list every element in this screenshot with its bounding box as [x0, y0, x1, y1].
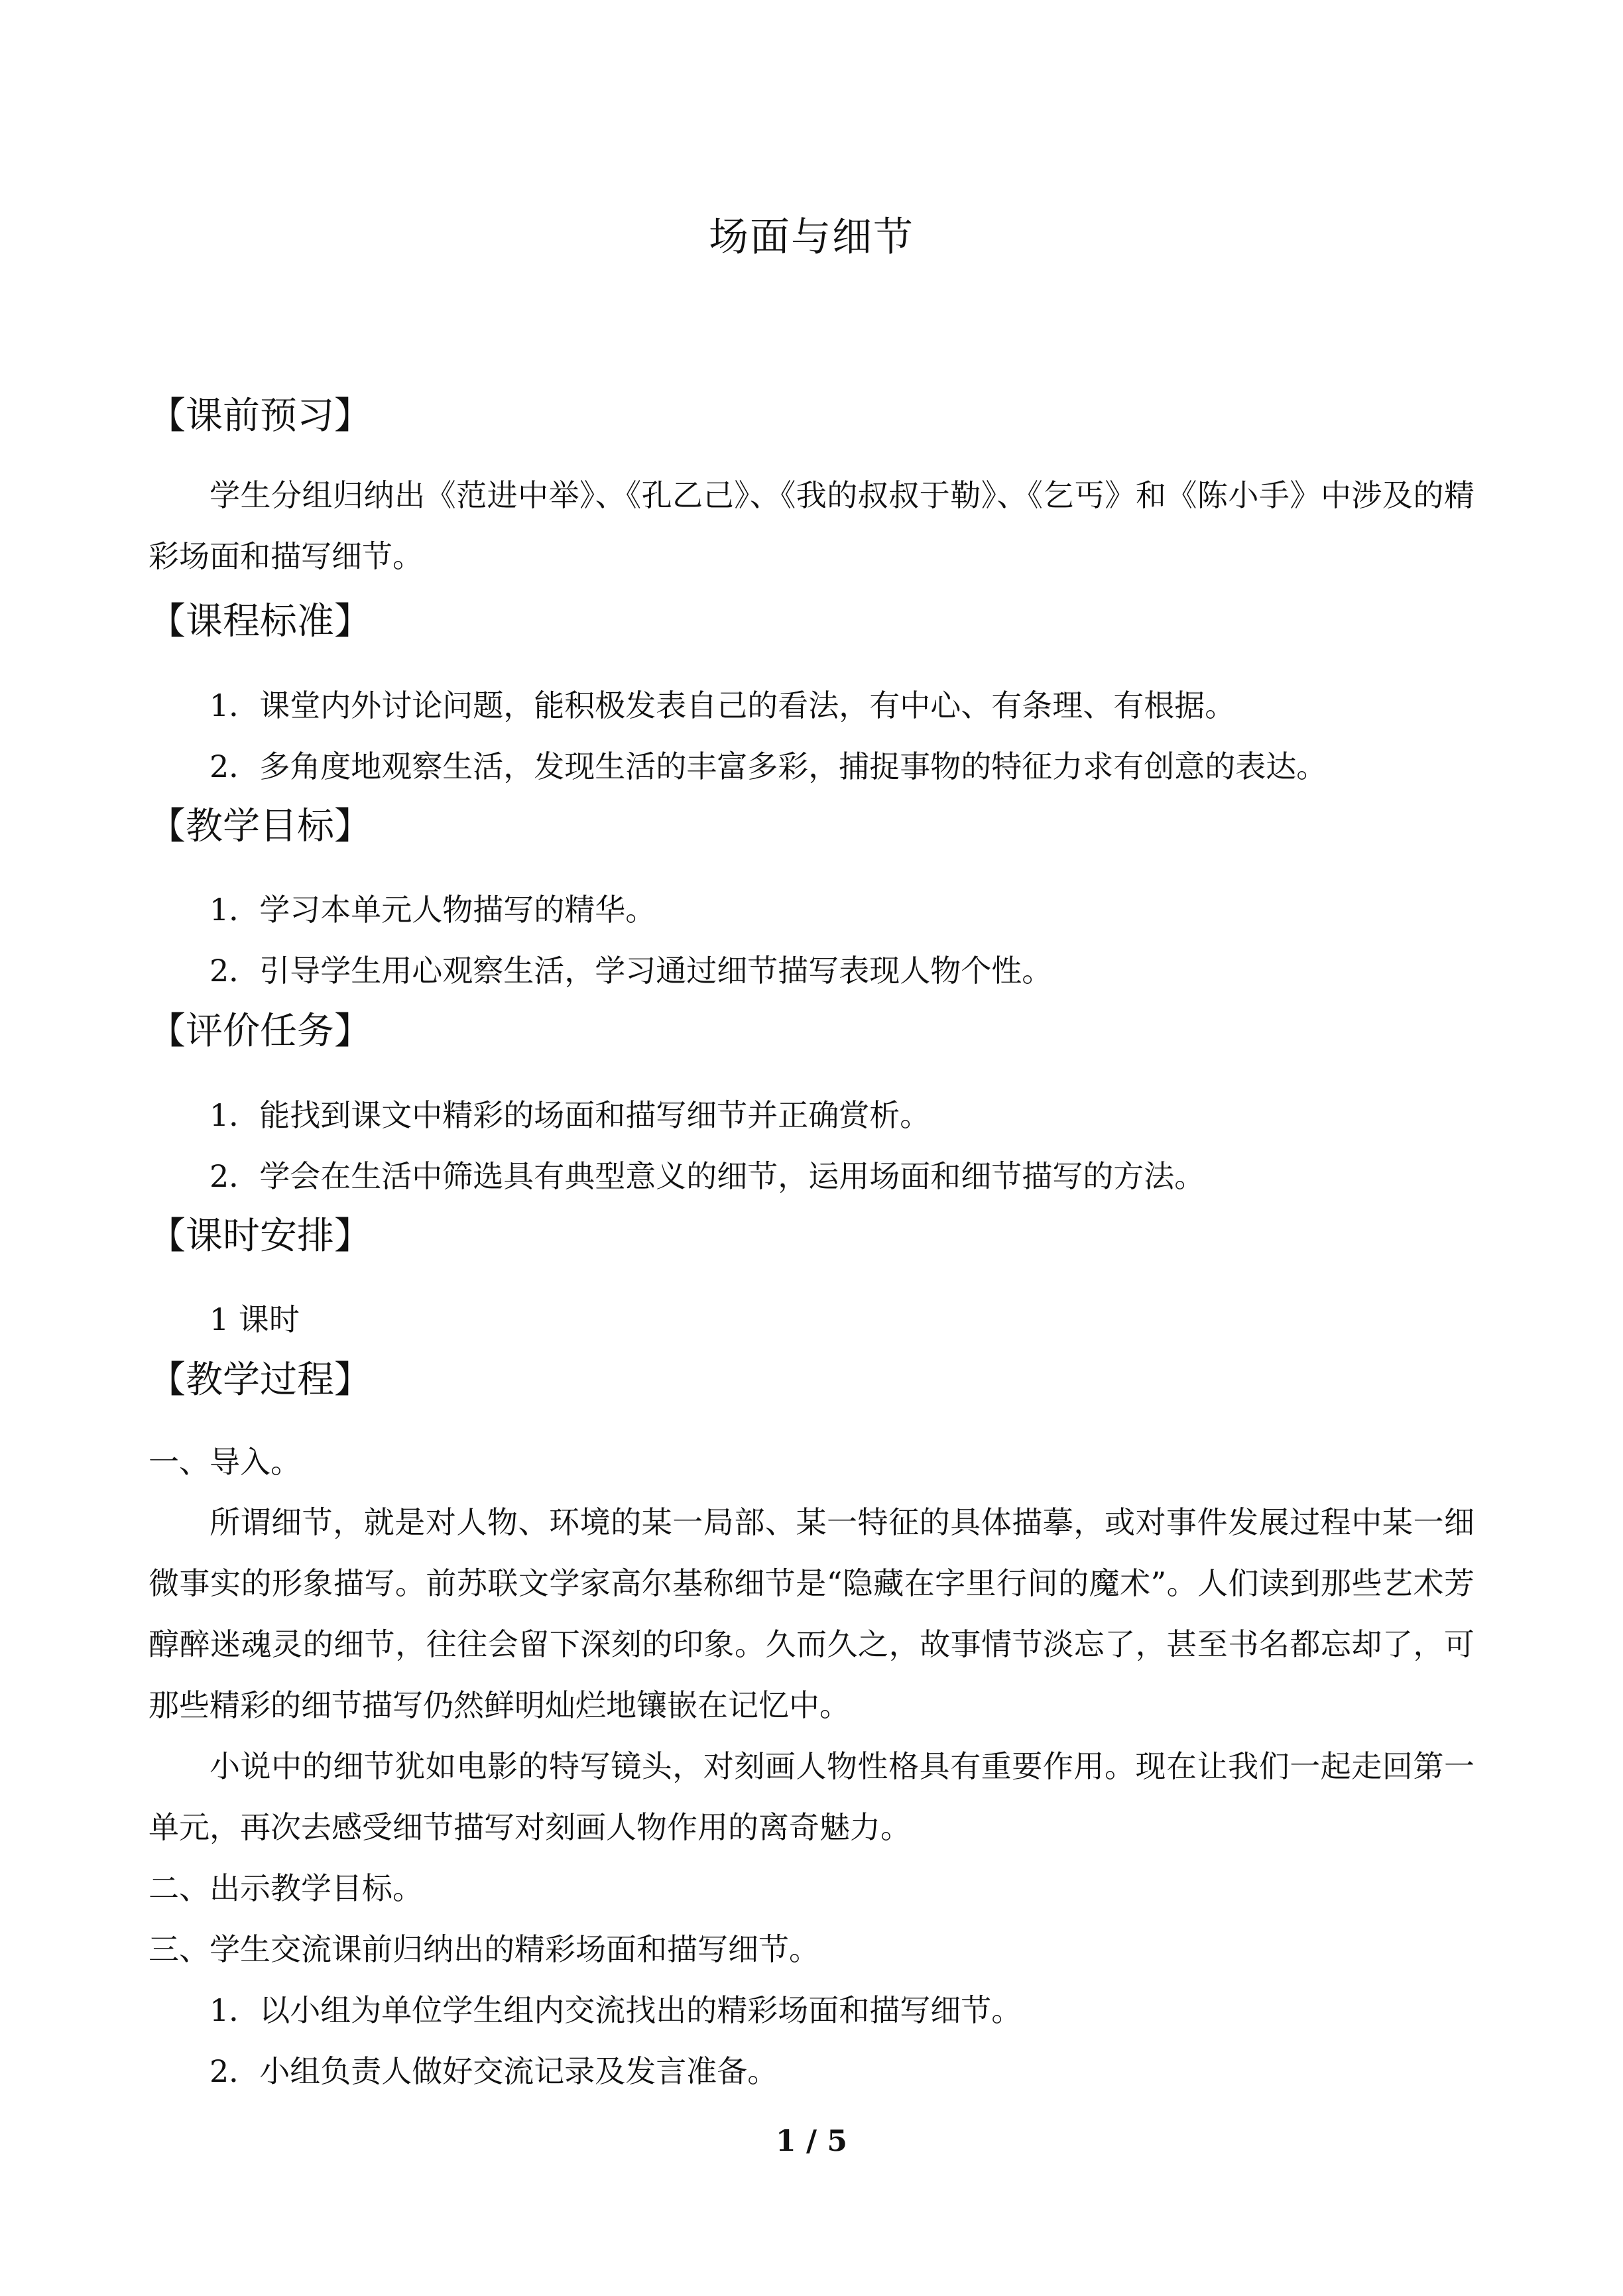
heading-tasks: 【评价任务】 [149, 1010, 371, 1053]
heading-process: 【教学过程】 [149, 1359, 371, 1402]
process-paragraph-1: 所谓细节，就是对人物、环境的某一局部、某一特征的具体描摹，或对事件发展过程中某一细微事实的形象描写。前苏联文学家高尔基称细节是“隐藏在字里行间的魔术”。人们读到那些艺术芳醇醉迷魂灵的细节，往往会留下深刻的印象。久而久之，故事情节淡忘了，甚至书名都忘却了，可那些精彩的细节描写仍然鲜明灿烂地镶嵌在记忆中。 [149, 1504, 1474, 1723]
heading-standards: 【课程标准】 [149, 600, 371, 643]
preview-text: 学生分组归纳出《范进中举》、《孔乙己》、《我的叔叔于勒》、《乞丐》和《陈小手》中涉及的精彩场面和描写细节。 [149, 477, 1474, 574]
process-paragraph-2: 小说中的细节犹如电影的特写镜头，对刻画人物性格具有重要作用。现在让我们一起走回第一单元，再次去感受细节描写对刻画人物作用的离奇魅力。 [149, 1748, 1474, 1845]
tasks-item-2: 2．学会在生活中筛选具有典型意义的细节，运用场面和细节描写的方法。 [210, 1158, 1205, 1194]
process-sub-item-2: 2．小组负责人做好交流记录及发言准备。 [210, 2053, 778, 2089]
heading-goals: 【教学目标】 [149, 805, 371, 848]
document-title: 场面与细节 [709, 214, 914, 261]
heading-schedule: 【课时安排】 [149, 1215, 371, 1258]
standards-item-1: 1．课堂内外讨论问题，能积极发表自己的看法，有中心、有条理、有根据。 [210, 688, 1236, 723]
tasks-item-1: 1．能找到课文中精彩的场面和描写细节并正确赏析。 [210, 1097, 931, 1133]
process-sub-item-1: 1．以小组为单位学生组内交流找出的精彩场面和描写细节。 [210, 1992, 1022, 2028]
standards-item-2: 2．多角度地观察生活，发现生活的丰富多彩，捕捉事物的特征力求有创意的表达。 [210, 749, 1327, 784]
heading-preview: 【课前预习】 [149, 394, 371, 438]
page-number: 1 / 5 [776, 2124, 847, 2158]
process-step-3: 三、学生交流课前归纳出的精彩场面和描写细节。 [149, 1931, 819, 1967]
process-step-2: 二、出示教学目标。 [149, 1870, 423, 1906]
schedule-text: 1 课时 [210, 1301, 300, 1337]
goals-item-2: 2．引导学生用心观察生活，学习通过细节描写表现人物个性。 [210, 953, 1053, 989]
process-step-1: 一、导入。 [149, 1444, 301, 1480]
goals-item-1: 1．学习本单元人物描写的精华。 [210, 892, 656, 928]
